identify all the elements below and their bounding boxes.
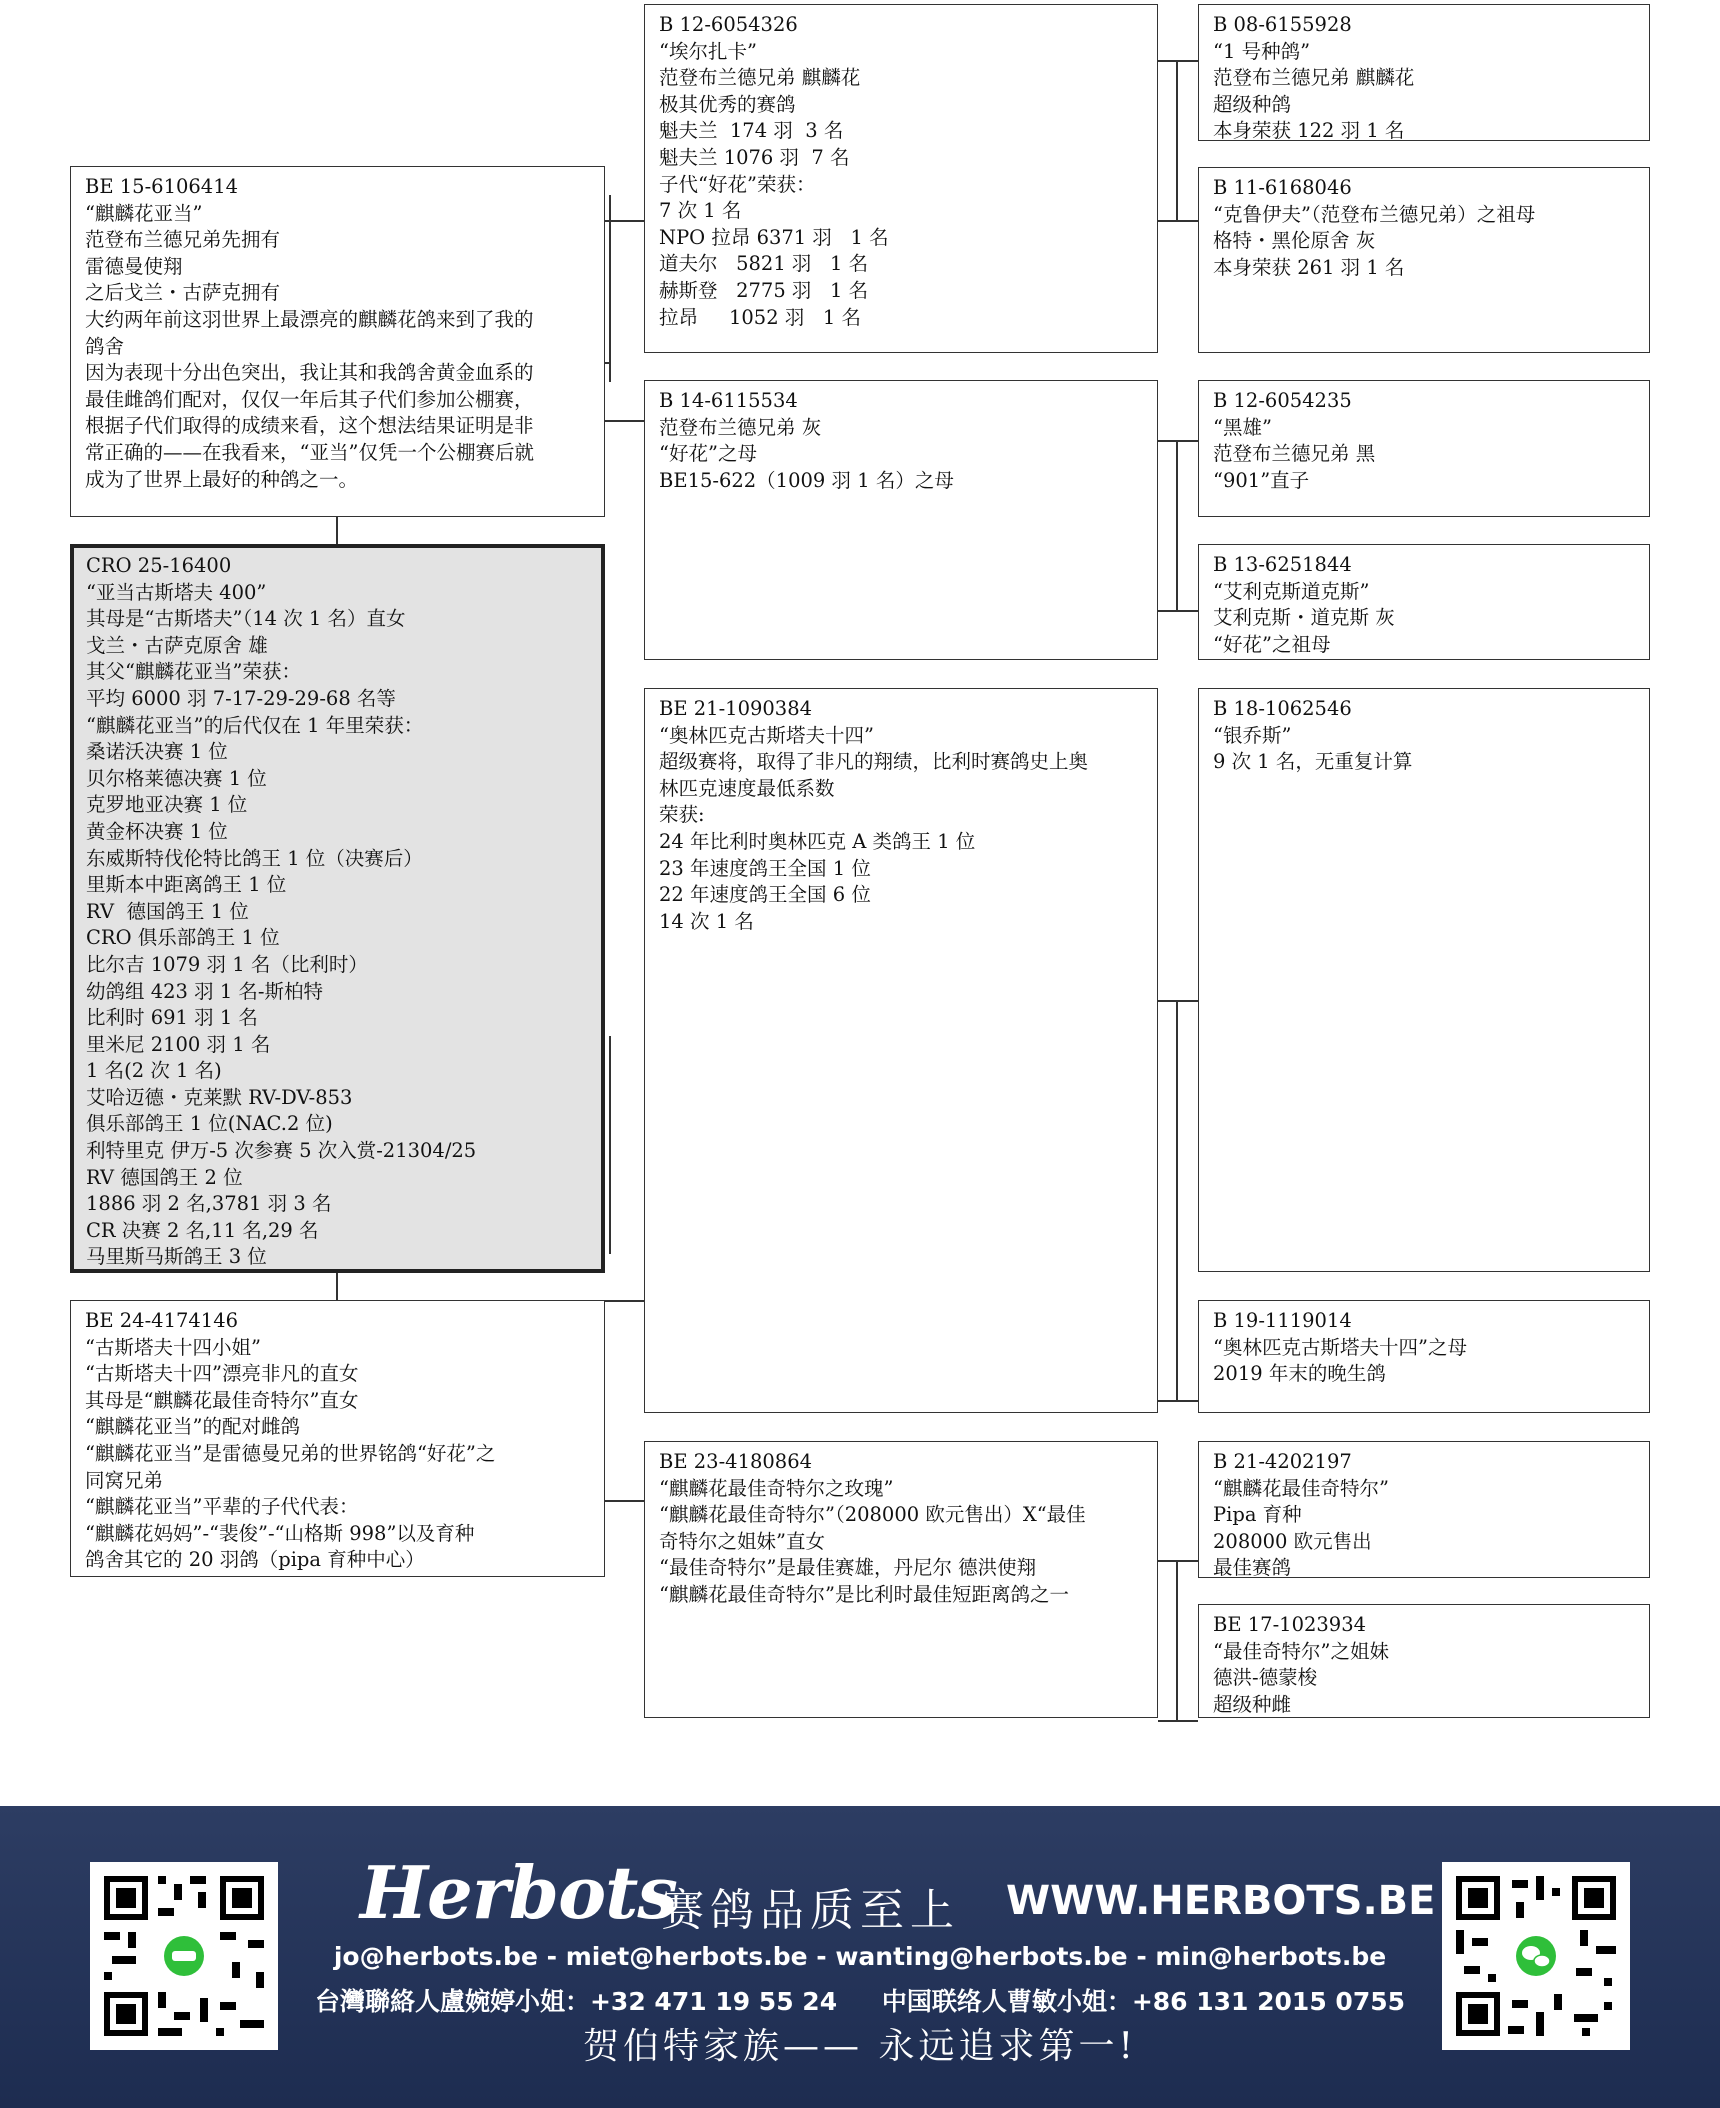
pedigree-line: 马里斯马斯鸽王 3 位	[86, 1245, 267, 1269]
pedigree-line: “麒麟花最佳奇特尔”（208000 欧元售出）X“最佳	[659, 1503, 1086, 1527]
pedigree-line: B 12-6054235	[1213, 389, 1352, 412]
pedigree-box-sire	[70, 166, 605, 517]
pedigree-line: B 14-6115534	[659, 389, 798, 412]
pedigree-line: 桑诺沃决赛 1 位	[86, 740, 228, 764]
pedigree-box-dam-sire	[644, 688, 1158, 1413]
pedigree-line: 雷德曼使翔	[85, 254, 183, 278]
pedigree-line: “麒麟花亚当”平辈的子代代表：	[85, 1495, 359, 1519]
connector	[604, 220, 644, 222]
family-motto: 贺伯特家族—— 永远追求第一!	[583, 2026, 1137, 2067]
pedigree-box-dam	[70, 1300, 605, 1577]
pedigree-line: RV 德国鸽王 1 位	[86, 899, 249, 923]
pedigree-line: 范登布兰德兄弟 麒麟花	[659, 66, 861, 90]
pedigree-line: 贝尔格莱德决赛 1 位	[86, 766, 267, 790]
pedigree-line: “银乔斯”	[1213, 723, 1292, 747]
pedigree-line: “麒麟花亚当”的后代仅在 1 年里荣获：	[86, 713, 424, 737]
pedigree-line: “艾利克斯道克斯”	[1213, 579, 1370, 603]
pedigree-line: 最佳赛鸽	[1213, 1556, 1292, 1580]
pedigree-line: 平均 6000 羽 7-17-29-29-68 名等	[86, 686, 396, 710]
pedigree-line: 最佳雌鸽们配对，仅仅一年后其子代们参加公棚赛，	[85, 387, 534, 411]
pedigree-line: 幼鸽组 423 羽 1 名-斯柏特	[86, 979, 324, 1003]
pedigree-line: 超级种雌	[1213, 1692, 1292, 1716]
pedigree-line: B 13-6251844	[1213, 553, 1352, 576]
connector	[604, 1500, 644, 1502]
pedigree-line: 范登布兰德兄弟 黑	[1213, 442, 1376, 466]
connector	[1158, 440, 1198, 442]
connector	[1176, 60, 1178, 220]
connector	[1158, 1720, 1198, 1722]
pedigree-box-sire-dam	[644, 380, 1158, 660]
pedigree-line: “古斯塔夫十四”漂亮非凡的直女	[85, 1362, 359, 1386]
pedigree-line: 超级种鸽	[1213, 92, 1292, 116]
pedigree-line: NPO 拉昂 6371 羽 1 名	[659, 225, 889, 249]
pedigree-line: 24 年比利时奥林匹克 A 类鸽王 1 位	[659, 829, 976, 853]
pedigree-line: 2019 年末的晚生鸽	[1213, 1362, 1386, 1386]
connector	[1176, 1000, 1178, 1400]
pedigree-line: 鸽舍	[85, 334, 125, 358]
pedigree-line: B 08-6155928	[1213, 13, 1352, 36]
pedigree-line: 魁夫兰 174 羽 3 名	[659, 119, 844, 143]
qr-code-graphic	[1442, 1862, 1630, 2050]
pedigree-line: 之后戈兰・古萨克拥有	[85, 281, 281, 305]
slogan: 赛鸽品质至上	[660, 1885, 960, 1936]
pedigree-line: 其母是“麒麟花最佳奇特尔”直女	[85, 1388, 359, 1412]
qr-code-wechat[interactable]	[1442, 1862, 1630, 2050]
pedigree-line: 范登布兰德兄弟 灰	[659, 415, 822, 439]
pedigree-line: “亚当古斯塔夫 400”	[86, 580, 267, 604]
pedigree-line: “好花”之母	[659, 442, 757, 466]
pedigree-line: 9 次 1 名，无重复计算	[1213, 750, 1413, 774]
pedigree-box-ssd	[1198, 167, 1650, 353]
pedigree-line: 因为表现十分出色突出，我让其和我鸽舍黄金血系的	[85, 361, 534, 385]
pedigree-line: BE 17-1023934	[1213, 1613, 1367, 1636]
pedigree-line: 荣获:	[659, 803, 705, 827]
pedigree-line: 1886 羽 2 名,3781 羽 3 名	[86, 1192, 332, 1216]
pedigree-line: 比利时 691 羽 1 名	[86, 1006, 258, 1030]
pedigree-line: 比尔吉 1079 羽 1 名（比利时）	[86, 952, 368, 976]
connector	[609, 1036, 611, 1254]
pedigree-line: “克鲁伊夫”（范登布兰德兄弟）之祖母	[1213, 202, 1536, 226]
pedigree-line: 德洪-德蒙梭	[1213, 1666, 1318, 1690]
connector	[336, 516, 338, 544]
pedigree-line: BE 23-4180864	[659, 1450, 813, 1473]
pedigree-line: “麒麟花妈妈”-“裴俊”-“山格斯 998”以及育种	[85, 1521, 475, 1545]
pedigree-line: RV 德国鸽王 2 位	[86, 1165, 243, 1189]
pedigree-line: “1 号种鸽”	[1213, 39, 1311, 63]
pedigree-line: 根据子代们取得的成绩来看，这个想法结果证明是非	[85, 414, 534, 438]
connector	[1176, 1560, 1178, 1720]
pedigree-line: 208000 欧元售出	[1213, 1529, 1372, 1553]
connector	[1158, 1400, 1198, 1402]
pedigree-line: “麒麟花亚当”	[85, 201, 203, 225]
pedigree-line: 艾利克斯・道克斯 灰	[1213, 606, 1395, 630]
pedigree-box-dss	[1198, 688, 1650, 1272]
connector	[1158, 610, 1198, 612]
pedigree-line: 道夫尔 5821 羽 1 名	[659, 252, 869, 276]
pedigree-line: 利特里克 伊万-5 次参赛 5 次入赏-21304/25	[86, 1139, 477, 1163]
pedigree-line: 里斯本中距离鸽王 1 位	[86, 873, 287, 897]
pedigree-line: 奇特尔之姐妹”直女	[659, 1529, 825, 1553]
pedigree-line: 魁夫兰 1076 羽 7 名	[659, 145, 850, 169]
website-link[interactable]: WWW.HERBOTS.BE	[1006, 1878, 1436, 1924]
pedigree-line: 7 次 1 名	[659, 199, 742, 223]
pedigree-line: 拉昂 1052 羽 1 名	[659, 305, 862, 329]
pedigree-line: 克罗地亚决赛 1 位	[86, 793, 248, 817]
pedigree-line: 东威斯特伐伦特比鸽王 1 位（决赛后）	[86, 846, 423, 870]
pedigree-line: 本身荣获 261 羽 1 名	[1213, 255, 1405, 279]
connector	[1158, 1560, 1198, 1562]
pedigree-line: 黄金杯决赛 1 位	[86, 819, 228, 843]
pedigree-line: “麒麟花最佳奇特尔”是比利时最佳短距离鸽之一	[659, 1582, 1069, 1606]
pedigree-box-dam-dam	[644, 1441, 1158, 1718]
pedigree-box-sire-sire	[644, 4, 1158, 353]
connector	[609, 195, 611, 382]
pedigree-line: 超级赛将，取得了非凡的翔绩，比利时赛鸽史上奥	[659, 750, 1089, 774]
pedigree-box-subject	[70, 544, 605, 1273]
connector	[1158, 220, 1198, 222]
pedigree-line: 成为了世界上最好的种鸽之一。	[85, 467, 359, 491]
pedigree-box-dsd	[1198, 1300, 1650, 1413]
pedigree-line: 常正确的——在我看来，“亚当”仅凭一个公棚赛后就	[85, 440, 534, 464]
pedigree-line: “奥林匹克古斯塔夫十四”	[659, 723, 874, 747]
pedigree-line: B 11-6168046	[1213, 176, 1352, 199]
pedigree-line: “麒麟花最佳奇特尔之玫瑰”	[659, 1476, 894, 1500]
pedigree-line: 子代“好花”荣获：	[659, 172, 816, 196]
footer-banner	[0, 1806, 1720, 2108]
pedigree-line: 其母是“古斯塔夫”（14 次 1 名）直女	[86, 607, 406, 631]
pedigree-line: 鸽舍其它的 20 羽鸽（pipa 育种中心）	[85, 1548, 425, 1572]
pedigree-line: “麒麟花亚当”是雷德曼兄弟的世界铭鸽“好花”之	[85, 1441, 496, 1465]
pedigree-box-dds	[1198, 1441, 1650, 1578]
brand-row	[360, 1850, 1436, 1940]
pedigree-line: 极其优秀的赛鸽	[659, 92, 796, 116]
pedigree-line: BE 24-4174146	[85, 1309, 239, 1332]
pedigree-line: 格特・黑伦原舍 灰	[1213, 229, 1376, 253]
connector	[336, 1272, 338, 1301]
connector	[1176, 440, 1178, 610]
pedigree-line: 俱乐部鸽王 1 位(NAC.2 位)	[86, 1112, 333, 1136]
pedigree-line: “最佳奇特尔”之姐妹	[1213, 1639, 1389, 1663]
pedigree-line: 艾哈迈德・克莱默 RV-DV-853	[86, 1085, 353, 1109]
pedigree-line: B 19-1119014	[1213, 1309, 1352, 1332]
pedigree-line: “奥林匹克古斯塔夫十四”之母	[1213, 1335, 1467, 1359]
pedigree-line: B 18-1062546	[1213, 697, 1352, 720]
pedigree-line: “古斯塔夫十四小姐”	[85, 1335, 261, 1359]
connector	[604, 420, 644, 422]
pedigree-box-ddd	[1198, 1604, 1650, 1718]
herbots-logo: Herbots	[360, 1850, 677, 1935]
pedigree-line: BE15-622（1009 羽 1 名）之母	[659, 468, 954, 492]
connector	[1158, 1000, 1198, 1002]
pedigree-box-sds	[1198, 380, 1650, 517]
connector	[604, 1300, 644, 1302]
pedigree-line: “黑雄”	[1213, 415, 1272, 439]
pedigree-line: “麒麟花最佳奇特尔”	[1213, 1476, 1389, 1500]
pedigree-line: “901”直子	[1213, 468, 1310, 492]
pedigree-line: “好花”之祖母	[1213, 632, 1331, 656]
pedigree-line: 本身荣获 122 羽 1 名	[1213, 119, 1405, 143]
contact-china: 中国联络人曹敏小姐：+86 131 2015 0755	[881, 1987, 1406, 2016]
pedigree-box-sdd	[1198, 544, 1650, 660]
pedigree-line: 赫斯登 2775 羽 1 名	[659, 278, 869, 302]
pedigree-line: 其父“麒麟花亚当”荣获：	[86, 660, 301, 684]
pedigree-line: 同窝兄弟	[85, 1468, 164, 1492]
pedigree-line: 1 名(2 次 1 名)	[86, 1059, 222, 1083]
pedigree-line: BE 21-1090384	[659, 697, 813, 720]
pedigree-line: BE 15-6106414	[85, 175, 239, 198]
pedigree-box-sss	[1198, 4, 1650, 141]
pedigree-line: 范登布兰德兄弟先拥有	[85, 228, 281, 252]
contact-taiwan: 台灣聯絡人盧婉婷小姐：+32 471 19 55 24	[314, 1987, 838, 2016]
pedigree-line: CR 决赛 2 名,11 名,29 名	[86, 1218, 319, 1242]
pedigree-line: “最佳奇特尔”是最佳赛雄，丹尼尔 德洪使翔	[659, 1556, 1037, 1580]
pedigree-line: CRO 25-16400	[86, 554, 232, 577]
pedigree-line: B 21-4202197	[1213, 1450, 1352, 1473]
email-contacts[interactable]: jo@herbots.be - miet@herbots.be - wanting@herbots.be - min@herbots.be	[333, 1942, 1387, 1971]
pedigree-line: “埃尔扎卡”	[659, 39, 757, 63]
pedigree-line: Pipa 育种	[1213, 1503, 1302, 1527]
pedigree-line: CRO 俱乐部鸽王 1 位	[86, 926, 280, 950]
pedigree-line: 范登布兰德兄弟 麒麟花	[1213, 66, 1415, 90]
pedigree-line: 14 次 1 名	[659, 909, 754, 933]
pedigree-line: B 12-6054326	[659, 13, 798, 36]
connector	[1158, 60, 1198, 62]
pedigree-line: “麒麟花亚当”的配对雌鸽	[85, 1415, 300, 1439]
pedigree-line: 里米尼 2100 羽 1 名	[86, 1032, 271, 1056]
pedigree-line: 林匹克速度最低系数	[659, 776, 835, 800]
pedigree-line: 23 年速度鸽王全国 1 位	[659, 856, 871, 880]
pedigree-line: 22 年速度鸽王全国 6 位	[659, 883, 871, 907]
pedigree-line: 大约两年前这羽世界上最漂亮的麒麟花鸽来到了我的	[85, 307, 534, 331]
pedigree-line: 戈兰・古萨克原舍 雄	[86, 633, 268, 657]
